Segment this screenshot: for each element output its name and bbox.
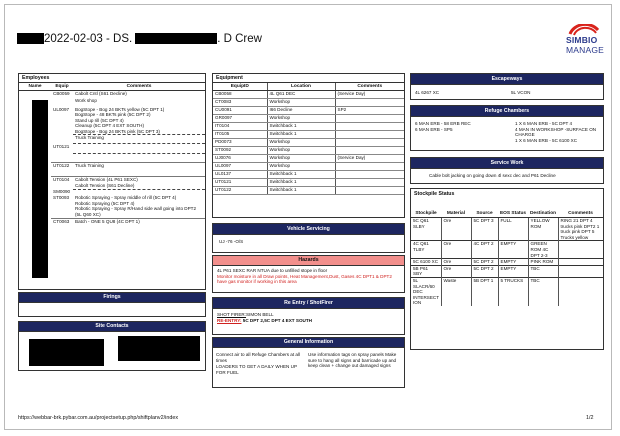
redacted-contact [29, 339, 104, 366]
location-cell: Workshop [267, 163, 335, 171]
location-cell: Switchback 1 [267, 131, 335, 139]
stockpile-status-cell: 5 TRUCKS [498, 277, 528, 305]
employees-title: Employees [19, 74, 205, 83]
vehicle-servicing-text: UJ -76 -O/S [219, 239, 244, 244]
equip-comment-cell [335, 131, 404, 139]
comment-line: Cleanup (5C DPT 4 EXT SOUTH) [75, 123, 145, 129]
equip-cell: SM0090 [53, 189, 71, 195]
stockpile-status-cell: FULL [498, 218, 528, 241]
comment-cell: Cabolt Cntl (S61 Decline) [75, 91, 127, 96]
refuge-panel [410, 105, 604, 151]
table-row [213, 139, 404, 147]
refuge-line: 1 X 6 MAN ERB - 5C DPT 4 [515, 121, 573, 126]
logo-text-top: SIMBIO [566, 35, 598, 45]
comment-line: BogStope - Bog 24 BKTs yellow (5C DPT 1) [75, 106, 165, 112]
stockpile-comments-cell [558, 259, 603, 266]
equip-cell: UT0104 [51, 177, 73, 189]
comment-cell [73, 195, 205, 218]
logo-text-bottom: MANAGE [566, 45, 605, 55]
equipment-table [213, 83, 404, 195]
equip-id-cell: CT0083 [213, 99, 267, 107]
comment-cell: Truck Training [73, 163, 205, 177]
table-row [411, 259, 603, 266]
escapeway-right: 5L VCON [511, 90, 531, 95]
stockpile-material-cell: Ore [441, 265, 471, 277]
equip-comment-cell [335, 163, 404, 171]
comment-line: Robotic Spraying (5C DPT 4) [75, 200, 135, 206]
stockpile-material-cell: Ore [441, 259, 471, 266]
hazard-line: 4L P61 SEXC RAR NTUA due to unfilled stope in floor [217, 268, 328, 273]
equip-comment-cell [335, 171, 404, 179]
equip-id-cell: UT0122 [213, 187, 267, 195]
stockpile-comments-cell [558, 241, 603, 259]
escapeways-title: Escapeways [411, 74, 603, 85]
table-row [213, 131, 404, 139]
col-header: Name [19, 83, 51, 91]
equip-comment-cell [335, 115, 404, 123]
location-cell: Switchback 1 [267, 123, 335, 131]
table-row [213, 171, 404, 179]
equip-id-cell: ST0092 [213, 147, 267, 155]
stockpile-destination-cell: GREEN ROM 4C DPT 2-3 [528, 241, 558, 259]
stockpile-stockpile-cell: 5C Q61 SLBY [411, 218, 441, 241]
equip-cell: UT0122 [51, 163, 73, 177]
reentry-label: RE-ENTRY: [217, 317, 242, 323]
hazard-line-warning: Monitor moisture in all Draw points, Heat Management,Dust, Gases 4C DPT1 & DPT2 have gas monitor if working in this area [217, 273, 392, 285]
reentry-panel [212, 297, 405, 335]
location-cell: Workshop [267, 115, 335, 123]
stockpile-comments-cell [558, 265, 603, 277]
site-contacts-panel [18, 321, 206, 371]
employees-panel [18, 73, 206, 290]
table-row [411, 241, 603, 259]
firings-panel [18, 292, 206, 317]
comment-line: Cabolt Tension (4L P61 SEXC) [75, 177, 138, 183]
equip-id-cell: GR0097 [213, 115, 267, 123]
page-title [17, 33, 262, 45]
col-header: Stockpile [411, 201, 441, 218]
location-cell: I66 Decline [267, 107, 335, 115]
table-row [213, 147, 404, 155]
table-row [411, 218, 603, 241]
stockpile-material-cell: Ore [441, 241, 471, 259]
comment-line: Robotic Spraying - Spray middle of rill (5C DPT 4) [75, 195, 177, 201]
equip-cell: CT0063 [51, 218, 73, 224]
table-row [213, 123, 404, 131]
comment-line: BogStope - 48 BKTs pink (5C DPT 2) [75, 112, 151, 118]
stockpile-status-cell: EMPTY [498, 241, 528, 259]
refuge-title: Refuge Chambers [411, 106, 603, 117]
escapeways-panel [410, 73, 604, 100]
equip-id-cell: CB0058 [213, 91, 267, 99]
comment-line: BogStope - Bog 24 BKTs pink (5C DPT 3) [75, 128, 160, 134]
equip-cell [51, 98, 73, 107]
footer-url: https://webbar-brk.pybar.com.au/projectsetup.php/shiftplanv2/index [18, 415, 179, 421]
general-line: Connect air to all Refuge Chambers at all times [216, 352, 301, 363]
stockpile-destination-cell: TBC [528, 277, 558, 305]
equip-id-cell: UT0121 [213, 179, 267, 187]
refuge-line: 4 MAN IN WORKSHOP -SURFACE ON CHARGE [515, 126, 597, 138]
stockpile-stockpile-cell: 5B P61 SBY [411, 265, 441, 277]
table-row [213, 91, 404, 99]
general-info-panel [212, 337, 405, 388]
table-row [213, 155, 404, 163]
equipment-panel [212, 73, 405, 218]
table-row [213, 179, 404, 187]
equip-cell: UT0121 [53, 143, 70, 149]
general-right: Use information tags on spray panels Make sure to hang all signs and barricade up and keep clean + change out damaged signs [308, 352, 397, 369]
equip-id-cell: UL0097 [213, 163, 267, 171]
stockpile-source-cell: 5C DPT 2 [471, 265, 498, 277]
stockpile-source-cell: 5B DPT 1 [471, 277, 498, 305]
hazards-panel [212, 255, 405, 293]
equip-id-cell: UL0137 [213, 171, 267, 179]
stockpile-material-cell: Ore [441, 218, 471, 241]
equip-comment-cell [335, 179, 404, 187]
shotfirer-label: SHOT FIRER: [217, 312, 247, 317]
equip-comment-cell: (Service Day) [335, 155, 404, 163]
location-cell: Workshop [267, 99, 335, 107]
redacted-block [17, 33, 44, 44]
location-cell: Workshop [267, 147, 335, 155]
table-row [213, 115, 404, 123]
redacted-names [32, 100, 48, 278]
equip-id-cell: PD0073 [213, 139, 267, 147]
comment-cell [73, 177, 205, 189]
vehicle-servicing-panel [212, 223, 405, 253]
equip-cell: UL0097 [53, 106, 70, 112]
redacted-contact [118, 336, 200, 361]
col-header: Location [267, 83, 335, 91]
table-row [213, 107, 404, 115]
col-header: Comments [335, 83, 404, 91]
comment-cell: Work shop [75, 97, 97, 103]
col-header: Comments [73, 83, 205, 91]
comment-line: Cabolt Tension (S61 Decline) [75, 183, 135, 189]
table-row [213, 99, 404, 107]
page-number: 1/2 [586, 415, 594, 421]
equip-cell: ST0093 [53, 195, 70, 201]
comment-line: Robotic Spraying - Spray R/Hand side wall going into DPT2 (5L Q60 XC) [75, 206, 197, 217]
service-work-title: Service Work [411, 158, 603, 169]
table-row [411, 277, 603, 305]
general-info-title: General Information [213, 338, 404, 348]
stockpile-status-cell: EMPTY [498, 259, 528, 266]
location-cell: Switchback 1 [267, 179, 335, 187]
col-header: Comments [558, 201, 603, 218]
equip-comment-cell [335, 99, 404, 107]
stockpile-source-cell: 5C DPT 2 [471, 259, 498, 266]
reentry-line [217, 318, 400, 324]
refuge-line: 1 X 6 MAN ERB - 5C 6100 XC [515, 137, 578, 143]
title-date: 2022-02-03 - DS. [44, 33, 133, 45]
comment-cell [73, 107, 205, 135]
location-cell: Workshop [267, 139, 335, 147]
equip-id-cell: IT0104 [213, 123, 267, 131]
comment-line: Stand up rill (5C DPT 4) [75, 117, 124, 123]
firings-title: Firings [19, 293, 205, 303]
reentry-title: Re Entry / ShotFirer [213, 298, 404, 309]
equip-id-cell: CU0091 [213, 107, 267, 115]
location-cell: Switchback 1 [267, 171, 335, 179]
stockpile-destination-cell: YELLOW ROM [528, 218, 558, 241]
stockpile-title: Stockpile Status [414, 191, 455, 197]
equip-comment-cell: (Service Day) [335, 91, 404, 99]
stockpile-stockpile-cell: 5C 6100 XC [411, 259, 441, 266]
equip-comment-cell [335, 187, 404, 195]
stockpile-comments-cell [558, 277, 603, 305]
col-header: Equip [51, 83, 73, 91]
equip-comment-cell [335, 123, 404, 131]
service-work-panel [410, 157, 604, 184]
service-work-text: Cable bolt jacking on going down 4l sexc dec and P61 Decline [429, 173, 556, 178]
stockpile-destination-cell: TBC [528, 265, 558, 277]
vehicle-servicing-title: Vehicle Servicing [213, 224, 404, 235]
table-row [213, 187, 404, 195]
equip-cell [51, 135, 73, 144]
stockpile-source-cell: 5C DPT 3 [471, 218, 498, 241]
stockpile-source-cell: 4C DPT 2 [471, 241, 498, 259]
escapeway-left: 4L 6267 XC [415, 90, 440, 95]
location-cell: Workshop [267, 155, 335, 163]
hazards-title: Hazards [213, 256, 404, 266]
location-cell: Switchback 1 [267, 187, 335, 195]
table-row [213, 163, 404, 171]
refuge-left [415, 121, 515, 143]
location-cell: 4L Q61 DEC [267, 91, 335, 99]
col-header: EquipID [213, 83, 267, 91]
title-crew: . D Crew [217, 33, 262, 45]
site-contacts-title: Site Contacts [19, 322, 205, 332]
shotfirer-value: SIMON BELL [246, 312, 274, 317]
refuge-right [515, 121, 599, 143]
table-row [19, 91, 205, 98]
stockpile-destination-cell: PINK ROM [528, 259, 558, 266]
equip-comment-cell [335, 147, 404, 155]
stockpile-status-cell: EMPTY [498, 265, 528, 277]
redacted-block [135, 33, 217, 44]
comment-cell [73, 144, 205, 154]
general-line: LOADERS TO GET A DAILY WHEN UP FOR FUEL [216, 364, 297, 375]
equip-cell [51, 154, 73, 163]
stockpile-table [411, 201, 603, 306]
reentry-value: 5C DPT 2,5C DPT 4 EXT SOUTH [242, 317, 312, 323]
comment-cell: Batch - ONE 5 QU8 (4C DPT 1) [73, 218, 205, 224]
general-left [216, 352, 304, 375]
comment-cell [73, 154, 205, 163]
stockpile-comments-cell: RING 21 DPT 4 trucks pink DPT2 1 truck pink DPT 5 Trucks yellow [558, 218, 603, 241]
equip-cell: CB0059 [53, 91, 70, 96]
equip-id-cell: IT0105 [213, 131, 267, 139]
col-header: Material [441, 201, 471, 218]
comment-cell: Truck Training [73, 135, 205, 144]
col-header: EOS Status [498, 201, 528, 218]
equip-comment-cell [335, 139, 404, 147]
col-header: Source [471, 201, 498, 218]
equip-comment-cell: SP2 [335, 107, 404, 115]
refuge-line: 6 MAN ERB - SP5 [415, 126, 453, 132]
refuge-line: 6 MAN ERB - 58 ERB REC [415, 121, 471, 126]
equip-id-cell: UJ0076 [213, 155, 267, 163]
table-row [411, 265, 603, 277]
equipment-title: Equipment [213, 74, 404, 83]
stockpile-stockpile-cell: 5L SLACR/60 DEC INTERSECT ION [413, 277, 440, 306]
col-header: Destination [528, 201, 558, 218]
stockpile-stockpile-cell: 4C Q61 TLBY [411, 241, 441, 259]
stockpile-panel [410, 188, 604, 350]
stockpile-material-cell: Waste [441, 277, 471, 305]
